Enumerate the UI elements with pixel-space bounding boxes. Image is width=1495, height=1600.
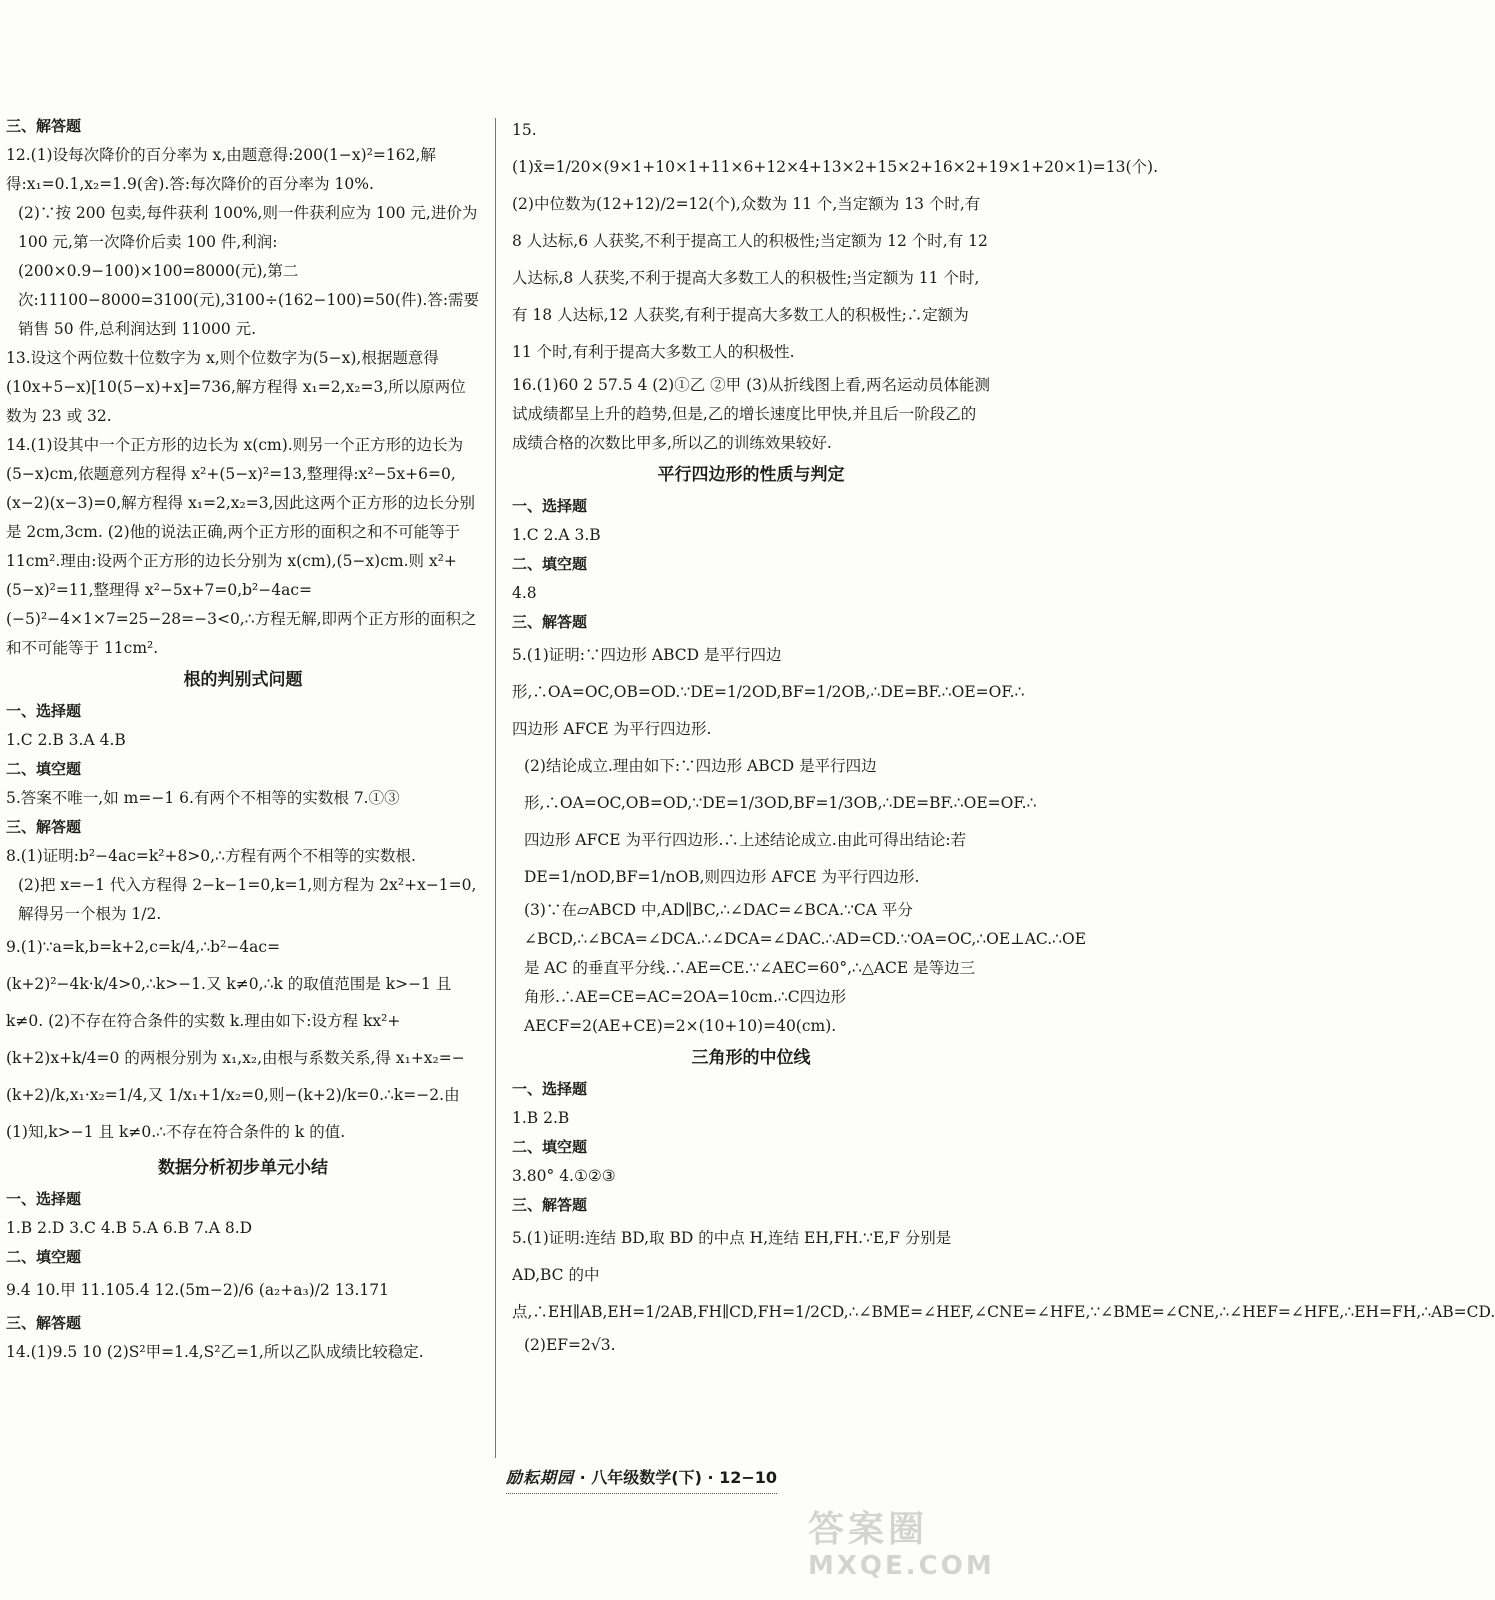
answer-paragraph: 16.(1)60 2 57.5 4 (2)①乙 ②甲 (3)从折线图上看,两名运动员体能测试成绩都呈上升的趋势,但是,乙的增长速度比甲快,并且后一阶段乙的成绩合格的次数比甲多,所以乙的训练效果较好. xyxy=(512,376,990,452)
answer-paragraph: 9.(1)∵a=k,b=k+2,c=k/4,∴b²−4ac=(k+2)²−4k·k/4>0,∴k>−1.又 k≠0,∴k 的取值范围是 k>−1 且 k≠0. (2)不存在符合条件的实数 k.理由如下:设方程 kx²+(k+2)x+k/4=0 的两根分别为 x₁,x₂,由根与系数关系,得 x₁+x₂=−(k+2)/k,x₁·x₂=1/4,又 1/x₁+1/x₂=0,则−(k+2)/k=0.∴k=−2.由(1)知,k>−1 且 k≠0.∴不存在符合条件的 k 的值. xyxy=(6,938,465,1141)
answer-paragraph: 9.4 10.甲 11.105.4 12.(5m−2)/6 (a₂+a₃)/2 13.171 xyxy=(6,1281,390,1299)
section-heading: 二、填空题 xyxy=(6,760,82,778)
answer-paragraph: 1.B 2.B xyxy=(512,1109,570,1127)
footer-separator: · xyxy=(579,1468,592,1487)
answer-paragraph: 1.B 2.D 3.C 4.B 5.A 6.B 7.A 8.D xyxy=(6,1219,253,1237)
watermark-title: 答案圈 xyxy=(808,1509,929,1550)
answer-paragraph: 14.(1)9.5 10 (2)S²甲=1.4,S²乙=1,所以乙队成绩比较稳定. xyxy=(6,1343,424,1361)
footer-brand: 励耘期园 xyxy=(506,1468,575,1487)
answer-paragraph: 5.答案不唯一,如 m=−1 6.有两个不相等的实数根 7.①③ xyxy=(6,789,400,807)
page-footer xyxy=(506,1465,777,1494)
answer-paragraph: 13.设这个两位数十位数字为 x,则个位数字为(5−x),根据题意得(10x+5−x)[10(5−x)+x]=736,解方程得 x₁=2,x₂=3,所以原两位数为 23 或 32. xyxy=(6,349,466,425)
section-heading: 一、选择题 xyxy=(512,1080,588,1098)
answer-paragraph: 1.C 2.B 3.A 4.B xyxy=(6,731,126,749)
section-heading: 三、解答题 xyxy=(6,818,82,836)
answer-paragraph: (2)EF=2√3. xyxy=(524,1336,616,1354)
section-heading: 三、解答题 xyxy=(512,613,588,631)
section-heading: 三、解答题 xyxy=(6,1314,82,1332)
column-divider xyxy=(495,118,496,1458)
section-heading: 三、解答题 xyxy=(512,1196,588,1214)
left-column xyxy=(6,112,480,1367)
section-heading: 三、解答题 xyxy=(6,117,82,135)
answer-paragraph: (2)结论成立.理由如下:∵四边形 ABCD 是平行四边形,∴OA=OC,OB=OD,∵DE=1/3OD,BF=1/3OB,∴DE=BF.∴OE=OF.∴四边形 AFCE 为平行四边形.∴上述结论成立.由此可得出结论:若 DE=1/nOD,BF=1/nOB,则四边形 AFCE 为平行四边形. xyxy=(524,757,1037,886)
answer-paragraph: 12.(1)设每次降价的百分率为 x,由题意得:200(1−x)²=162,解得:x₁=0.1,x₂=1.9(舍).答:每次降价的百分率为 10%. xyxy=(6,146,436,193)
topic-title: 三角形的中位线 xyxy=(691,1048,811,1068)
section-heading: 一、选择题 xyxy=(6,1190,82,1208)
answer-paragraph: (3)∵在▱ABCD 中,AD∥BC,∴∠DAC=∠BCA.∵CA 平分∠BCD,∴∠BCA=∠DCA.∴∠DCA=∠DAC.∴AD=CD.∵OA=OC,∴OE⊥AC.∴OE 是 AC 的垂直平分线.∴AE=CE.∵∠AEC=60°,∴△ACE 是等边三角形.∴AE=CE=AC=2OA=10cm.∴C四边形AECF=2(AE+CE)=2×(10+10)=40(cm). xyxy=(524,901,1087,1035)
right-column xyxy=(512,112,1495,1360)
answer-paragraph: 1.C 2.A 3.B xyxy=(512,526,601,544)
answer-paragraph: 4.8 xyxy=(512,584,537,602)
answer-paragraph: 3.80° 4.①②③ xyxy=(512,1167,616,1185)
answer-paragraph: 8.(1)证明:b²−4ac=k²+8>0,∴方程有两个不相等的实数根. xyxy=(6,847,416,865)
topic-title: 数据分析初步单元小结 xyxy=(158,1158,328,1178)
section-heading: 一、选择题 xyxy=(6,702,82,720)
answer-paragraph: 5.(1)证明:∵四边形 ABCD 是平行四边形,∴OA=OC,OB=OD.∵DE=1/2OD,BF=1/2OB,∴DE=BF.∴OE=OF.∴四边形 AFCE 为平行四边形. xyxy=(512,646,1025,738)
footer-subject: 八年级数学(下) xyxy=(591,1468,702,1487)
answer-paragraph: (2)把 x=−1 代入方程得 2−k−1=0,k=1,则方程为 2x²+x−1=0,解得另一个根为 1/2. xyxy=(18,876,477,923)
watermark-logo xyxy=(808,1509,995,1590)
footer-page-number: 12−10 xyxy=(719,1468,778,1487)
section-heading: 二、填空题 xyxy=(512,1138,588,1156)
section-heading: 二、填空题 xyxy=(6,1248,82,1266)
answer-paragraph: (2)∵按 200 包卖,每件获利 100%,则一件获利应为 100 元,进价为 100 元,第一次降价后卖 100 件,利润:(200×0.9−100)×100=8000(元),第二次:11100−8000=3100(元),3100÷(162−100)=50(件).答:需要销售 50 件,总利润达到 11000 元. xyxy=(18,204,480,338)
footer-separator: · xyxy=(707,1468,720,1487)
answer-paragraph: 5.(1)证明:连结 BD,取 BD 的中点 H,连结 EH,FH.∵E,F 分别是 AD,BC 的中点,∴EH∥AB,EH=1/2AB,FH∥CD,FH=1/2CD,∴∠BME=∠HEF,∠CNE=∠HFE,∵∠BME=∠CNE,∴∠HEF=∠HFE,∴EH=FH,∴AB=CD. xyxy=(512,1229,1495,1321)
watermark-url: MXQE.COM xyxy=(808,1551,995,1581)
answer-paragraph: 14.(1)设其中一个正方形的边长为 x(cm).则另一个正方形的边长为(5−x)cm,依题意列方程得 x²+(5−x)²=13,整理得:x²−5x+6=0,(x−2)(x−3)=0,解方程得 x₁=2,x₂=3,因此这两个正方形的边长分别是 2cm,3cm. (2)他的说法正确,两个正方形的面积之和不可能等于 11cm².理由:设两个正方形的边长分别为 x(cm),(5−x)cm.则 x²+(5−x)²=11,整理得 x²−5x+7=0,b²−4ac=(−5)²−4×1×7=25−28=−3<0,∴方程无解,即两个正方形的面积之和不可能等于 11cm². xyxy=(6,436,477,657)
section-heading: 一、选择题 xyxy=(512,497,588,515)
section-heading: 二、填空题 xyxy=(512,555,588,573)
topic-title: 根的判别式问题 xyxy=(183,670,303,690)
topic-title: 平行四边形的性质与判定 xyxy=(657,465,845,485)
answer-paragraph: 15.(1)x̄=1/20×(9×1+10×1+11×6+12×4+13×2+15×2+16×2+19×1+20×1)=13(个). (2)中位数为(12+12)/2=12(个),众数为 11 个,当定额为 13 个时,有 8 人达标,6 人获奖,不利于提高工人的积极性;当定额为 12 个时,有 12 人达标,8 人获奖,不利于提高大多数工人的积极性;当定额为 11 个时,有 18 人达标,12 人获奖,有利于提高大多数工人的积极性;∴定额为 11 个时,有利于提高大多数工人的积极性. xyxy=(512,121,1158,361)
